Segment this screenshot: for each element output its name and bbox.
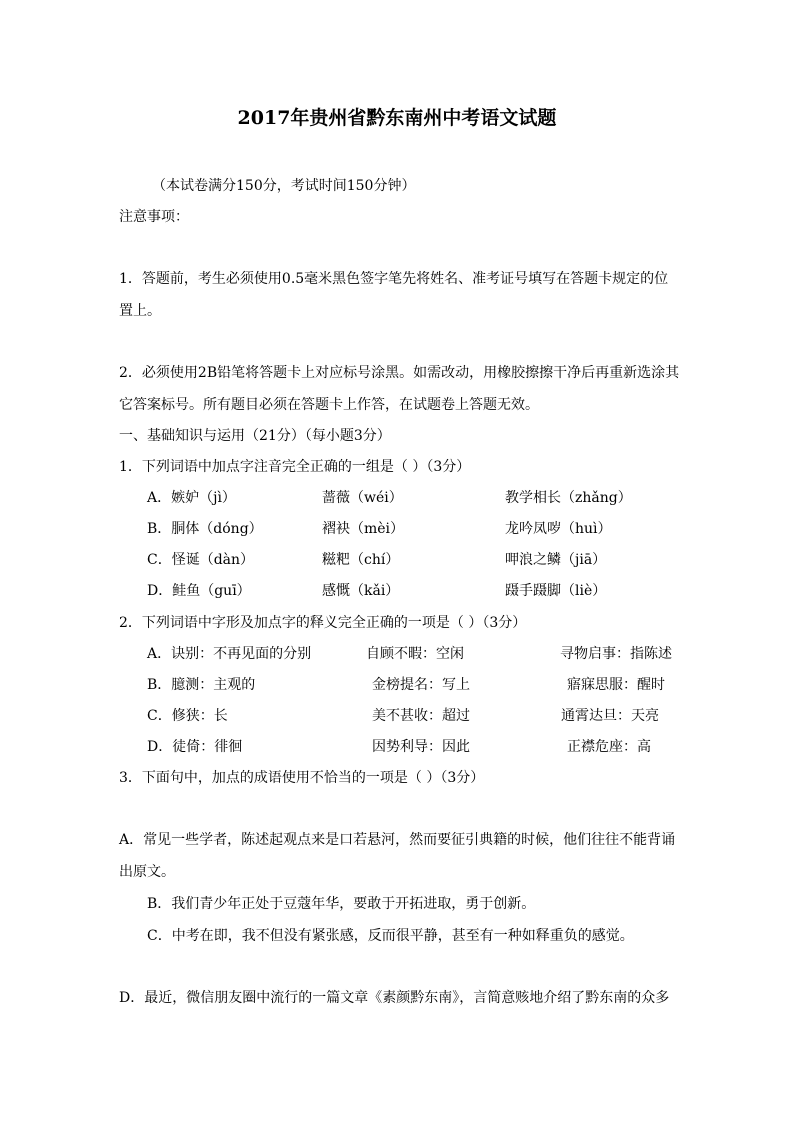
notice-1-line-2: 置上。 — [119, 303, 161, 319]
q1-option-d-2: 感慨（kǎi） — [322, 583, 400, 599]
q1-option-d-1: D．鲑鱼（guī） — [147, 583, 251, 599]
exam-note: （本试卷满分150分，考试时间150分钟） — [152, 178, 416, 194]
q3-option-a-line-1: A．常见一些学者，陈述起观点来是口若悬河，然而要征引典籍的时候，他们往往不能背诵 — [119, 832, 676, 848]
q2-option-c-2: 美不甚收：超过 — [372, 708, 470, 724]
q3-stem: 3．下面句中，加点的成语使用不恰当的一项是（ ）（3分） — [119, 770, 485, 786]
q1-stem: 1．下列词语中加点字注音完全正确的一组是（ ）（3分） — [119, 459, 471, 475]
q3-option-d: D．最近，微信朋友圈中流行的一篇文章《素颜黔东南》，言简意赅地介绍了黔东南的众多 — [119, 990, 670, 1006]
q1-option-c-3: 呷浪之鳞（jiā） — [505, 552, 607, 568]
q1-option-b-3: 龙吟凤哕（huì） — [505, 521, 612, 537]
q2-option-b-3: 寤寐思服：醒时 — [567, 677, 665, 693]
notice-1-line-1: 1．答题前，考生必须使用0.5毫米黑色签字笔先将姓名、准考证号填写在答题卡规定的位 — [119, 271, 669, 287]
notice-2-line-1: 2．必须使用2B铅笔将答题卡上对应标号涂黑。如需改动，用橡胶擦擦干净后再重新选涂其 — [119, 365, 680, 381]
q1-option-b-1: B．胴体（dóng） — [147, 521, 263, 537]
q2-option-a-3: 寻物启事：指陈述 — [560, 646, 672, 662]
q2-option-a-2: 自顾不暇：空闲 — [366, 646, 464, 662]
q2-option-a-1: A．诀别：不再见面的分别 — [147, 646, 312, 662]
q3-option-b: B．我们青少年正处于豆蔻年华，要敢于开拓进取，勇于创新。 — [147, 896, 536, 912]
q1-option-d-3: 蹑手蹑脚（liè） — [505, 583, 607, 599]
q1-option-b-2: 褶袂（mèi） — [322, 521, 405, 537]
q1-option-a-1: A．嫉妒（jì） — [147, 490, 236, 506]
q2-option-d-3: 正襟危座：高 — [567, 739, 651, 755]
notice-header: 注意事项： — [119, 209, 189, 225]
q2-stem: 2．下列词语中字形及加点字的释义完全正确的一项是（ ）（3分） — [119, 615, 527, 631]
q3-option-c: C．中考在即，我不但没有紧张感，反而很平静，甚至有一种如释重负的感觉。 — [147, 928, 634, 944]
q2-option-c-1: C．修狭：长 — [147, 708, 228, 724]
q2-option-d-1: D．徒倚：徘徊 — [147, 739, 243, 755]
q1-option-a-2: 蔷薇（wéi） — [322, 490, 403, 506]
q2-option-d-2: 因势利导：因此 — [372, 739, 470, 755]
q3-option-a-line-2: 出原文。 — [119, 864, 175, 880]
q1-option-c-2: 糍粑（chí） — [322, 552, 400, 568]
page-title: 2017年贵州省黔东南州中考语文试题 — [237, 107, 557, 129]
q1-option-c-1: C．怪诞（dàn） — [147, 552, 255, 568]
q2-option-b-1: B．臆测：主观的 — [147, 677, 256, 693]
q2-option-c-3: 通霄达旦：天亮 — [561, 708, 659, 724]
section-heading: 一、基础知识与运用（21分）（每小题3分） — [119, 428, 391, 444]
q1-option-a-3: 教学相长（zhǎng） — [505, 490, 632, 506]
q2-option-b-2: 金榜提名：写上 — [372, 677, 470, 693]
notice-2-line-2: 它答案标号。所有题目必须在答题卡上作答，在试题卷上答题无效。 — [119, 397, 539, 413]
